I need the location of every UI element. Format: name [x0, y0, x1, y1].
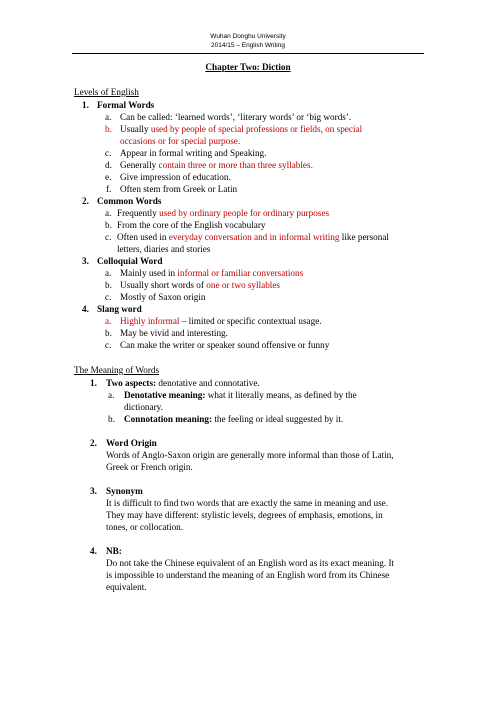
item-formal-label: Formal Words [97, 100, 155, 110]
formal-f-marker: f. [106, 184, 112, 194]
meaning-1b-text: Connotation meaning: the feeling or ideal suggested by it. [124, 414, 344, 424]
common-a-text: Frequently used by ordinary people for ordinary purposes [117, 208, 330, 218]
meaning-4-number: 4. [90, 546, 97, 556]
slang-c-text: Can make the writer or speaker sound offensive or funny [120, 340, 330, 350]
item-colloquial-number: 3. [82, 256, 89, 266]
formal-d-marker: d. [105, 160, 112, 170]
formal-a-text: Can be called: ‘learned words’, ‘literary words’ or ‘big words’. [120, 112, 352, 122]
meaning-3-line-3: tones, or collocation. [106, 522, 184, 532]
meaning-1-text: Two aspects: denotative and connotative. [106, 378, 260, 388]
meaning-3-number: 3. [90, 486, 97, 496]
colloquial-c-text: Mostly of Saxon origin [120, 292, 206, 302]
colloquial-b-text: Usually short words of one or two syllables [120, 280, 281, 290]
formal-e-text: Give impression of education. [120, 172, 231, 182]
header-university: Wuhan Donghu University [210, 33, 286, 40]
common-b-text: From the core of the English vocabulary [117, 220, 266, 230]
meaning-1a-continued: dictionary. [124, 402, 163, 412]
colloquial-a-text: Mainly used in informal or familiar conversations [120, 268, 304, 278]
page-title: Chapter Two: Diction [205, 62, 291, 72]
slang-a-text: Highly informal – limited or specific contextual usage. [120, 316, 322, 326]
formal-b-marker: b. [105, 124, 112, 134]
colloquial-b-marker: b. [105, 280, 112, 290]
common-c-marker: c. [105, 232, 112, 242]
meaning-1a-text: Denotative meaning: what it literally means, as defined by the [124, 390, 357, 400]
formal-a-marker: a. [105, 112, 112, 122]
common-c-text: Often used in everyday conversation and in informal writing like personal [117, 232, 389, 242]
colloquial-c-marker: c. [105, 292, 112, 302]
formal-d-text: Generally contain three or more than three syllables. [120, 160, 313, 170]
meaning-1-number: 1. [90, 378, 97, 388]
common-c-continued: letters, diaries and stories [117, 244, 211, 254]
common-a-marker: a. [105, 208, 112, 218]
item-formal-number: 1. [82, 100, 89, 110]
meaning-4-line-2: is impossible to understand the meaning of an English word from its Chinese [106, 570, 390, 580]
slang-b-marker: b. [105, 328, 112, 338]
meaning-1b-marker: b. [108, 414, 115, 424]
meaning-4-line-3: equivalent. [106, 582, 147, 592]
meaning-2-label: Word Origin [106, 438, 157, 448]
formal-f-text: Often stem from Greek or Latin [120, 184, 238, 194]
meaning-3-line-1: It is difficult to find two words that are exactly the same in meaning and use. [106, 498, 389, 508]
slang-a-marker: a. [105, 316, 112, 326]
slang-c-marker: c. [105, 340, 112, 350]
formal-c-text: Appear in formal writing and Speaking. [120, 148, 267, 158]
item-common-number: 2. [82, 196, 89, 206]
colloquial-a-marker: a. [105, 268, 112, 278]
header-divider [72, 53, 424, 54]
meaning-2-number: 2. [90, 438, 97, 448]
common-b-marker: b. [105, 220, 112, 230]
meaning-1a-marker: a. [108, 390, 115, 400]
meaning-3-line-2: They may have different: stylistic levels, degrees of emphasis, emotions, in [106, 510, 383, 520]
slang-b-text: May be vivid and interesting. [120, 328, 228, 338]
formal-e-marker: e. [105, 172, 112, 182]
meaning-2-line-2: Greek or French origin. [106, 462, 193, 472]
section-heading-meaning: The Meaning of Words [74, 365, 160, 375]
formal-b-text: Usually used by people of special professions or fields, on special [120, 124, 363, 134]
meaning-4-label: NB: [106, 546, 122, 556]
item-slang-label: Slang word [97, 304, 142, 314]
meaning-3-label: Synonym [106, 486, 143, 496]
item-slang-number: 4. [82, 304, 89, 314]
item-colloquial-label: Colloquial Word [97, 256, 163, 266]
meaning-2-line-1: Words of Anglo-Saxon origin are generally more informal than those of Latin, [106, 450, 394, 460]
item-common-label: Common Words [97, 196, 162, 206]
section-heading-levels: Levels of English [74, 87, 139, 97]
meaning-4-line-1: Do not take the Chinese equivalent of an English word as its exact meaning. It [106, 558, 395, 568]
header-course: 2014/15 – English Writing [211, 42, 285, 49]
formal-c-marker: c. [105, 148, 112, 158]
formal-b-continued: occasions or for special purpose. [120, 136, 241, 146]
